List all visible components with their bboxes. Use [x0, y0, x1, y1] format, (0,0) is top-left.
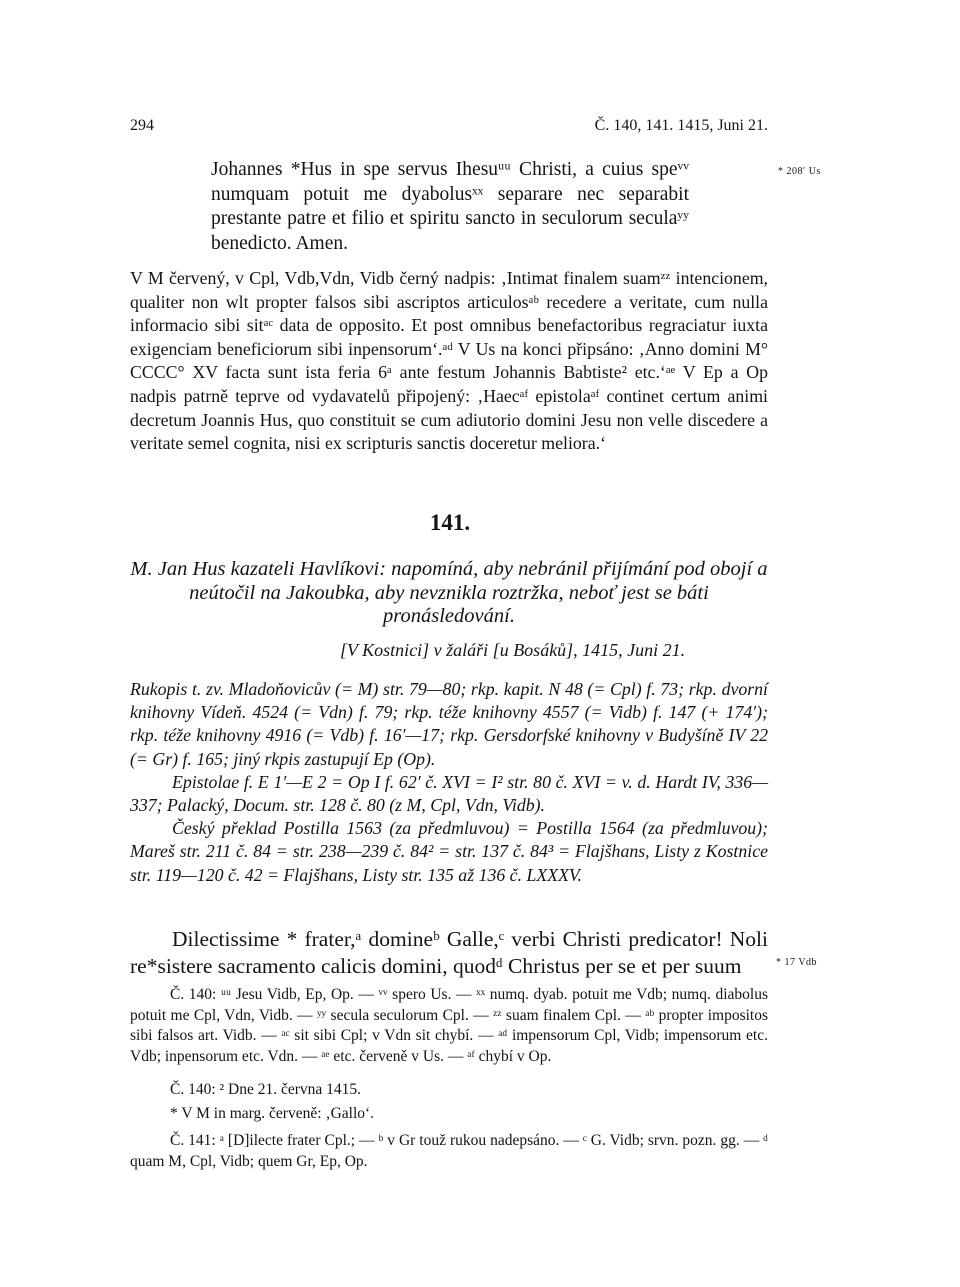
- manuscript-sources: [130, 678, 768, 887]
- footnote-block: [130, 1131, 768, 1172]
- footnote-block: [130, 1104, 768, 1125]
- letter-opening: Dilectissime * frater,ᵃ domineᵇ Galle,ᶜ verbi Christi predicator! Noli re*sistere sacramento calicis domini, quodᵈ Christus per se et per suum: [130, 927, 768, 978]
- footnote-block: [130, 1080, 768, 1101]
- letter-140-closing: [211, 158, 689, 256]
- footnote: * V M in marg. červeně: ‚Gallo‘.: [170, 1105, 375, 1122]
- closing-paragraph: Johannes *Hus in spe servus Ihesuᵘᵘ Christi, a cuius speᵛᵛ numquam potuit me dyabolusˣˣ separare nec separabit prestante patre et filio et spiritu sancto in seculorum seculaʸʸ benedicto. Amen.: [211, 159, 689, 254]
- footnote: Č. 140: ² Dne 21. června 1415.: [170, 1081, 362, 1098]
- source-paragraph: Rukopis t. zv. Mladoňovicův (= M) str. 79—80; rkp. kapit. N 48 (= Cpl) f. 73; rkp. dvorní knihovny Vídeň. 4524 (= Vdn) f. 79; rkp. téže knihovny 4557 (= Vidb) f. 147 (+ 174′); rkp. téže knihovny 4916 (= Vdb) f. 16′—17; rkp. Gersdorfské knihovny v Budyšíně IV 22 (= Gr) f. 165; jiný rkpis zastupují Ep (Op).: [130, 679, 768, 769]
- source-paragraph: Český překlad Postilla 1563 (za předmluvou) = Postilla 1564 (za předmluvou); Mareš str. 211 č. 84 = str. 238—239 č. 84² = str. 137 č. 84³ = Flajšhans, Listy z Kostnice str. 119—120 č. 42 = Flajšhans, Listy str. 135 až 136 č. LXXXV.: [130, 818, 768, 885]
- running-head: Č. 140, 141. 1415, Juni 21.: [594, 117, 768, 134]
- footnote: Č. 141: ᵃ [D]ilecte frater Cpl.; — ᵇ v Gr touž rukou nadepsáno. — ᶜ G. Vidb; srvn. pozn. gg. — ᵈ quam M, Cpl, Vidb; quem Gr, Ep, Op.: [130, 1132, 768, 1170]
- letter-141-body: [130, 926, 768, 979]
- editorial-note: [130, 267, 768, 456]
- footnote: Č. 140: ᵘᵘ Jesu Vidb, Ep, Op. — ᵛᵛ spero Us. — ˣˣ numq. dyab. potuit me Vdb; numq. diabolus potuit me Cpl, Vdn, Vidb. — ʸʸ secula seculorum Cpl. — ᶻᶻ suam finalem Cpl. — ᵃᵇ propter impositos sibi falsos art. Vidb. — ᵃᶜ sit sibi Cpl; v Vdn sit chybí. — ᵃᵈ impensorum Cpl, Vidb; impensorum etc. Vdb; inpensorum etc. Vdn. — ᵃᵉ etc. červeně v Us. — ᵃᶠ chybí v Op.: [130, 986, 768, 1065]
- letter-headline: M. Jan Hus kazateli Havlíkovi: napomíná, aby nebránil přijímání pod obojí a neútočil na Jakoubka, aby nevznikla roztržka, neboť jest se báti pronásledování.: [130, 558, 768, 627]
- page-number: 294: [130, 117, 154, 134]
- dateline: [V Kostnici] v žaláři [u Bosáků], 1415, Juni 21.: [340, 640, 686, 660]
- editorial-note-text: V M červený, v Cpl, Vdb,Vdn, Vidb černý nadpis: ‚Intimat finalem suamᶻᶻ intencionem, qualiter non wlt propter falsos sibi ascriptos articulosᵃᵇ recedere a veritate, cum nulla informacio sibi sitᵃᶜ data de opposito. Et post omnibus benefactoribus regraciatur iuxta exigenciam beneficiorum sibi inpensorum‘.ᵃᵈ V Us na konci připsáno: ‚Anno domini M° CCCC° XV facta sunt ista feria 6ᵃ ante festum Johannis Babtiste² etc.‘ᵃᵉ V Ep a Op nadpis patrně teprve od vydavatelů připojený: ‚Haecᵃᶠ epistolaᵃᶠ continet certum animi decretum Joannis Hus, quo constituit se cum adiutorio domini Jesu non velle discedere a veritate semel cognita, nisi ex scripturis sanctis doceretur meliora.‘: [130, 268, 768, 454]
- margin-note-us: * 208′ Us: [778, 166, 821, 177]
- margin-note-vdb: * 17 Vdb: [776, 957, 818, 968]
- letter-number: 141.: [429, 510, 471, 535]
- source-paragraph: Epistolae f. E 1′—E 2 = Op I f. 62′ č. XVI = I² str. 80 č. XVI = v. d. Hardt IV, 336—337; Palacký, Docum. str. 128 č. 80 (z M, Cpl, Vdn, Vidb).: [130, 771, 768, 816]
- footnote-block: [130, 985, 768, 1067]
